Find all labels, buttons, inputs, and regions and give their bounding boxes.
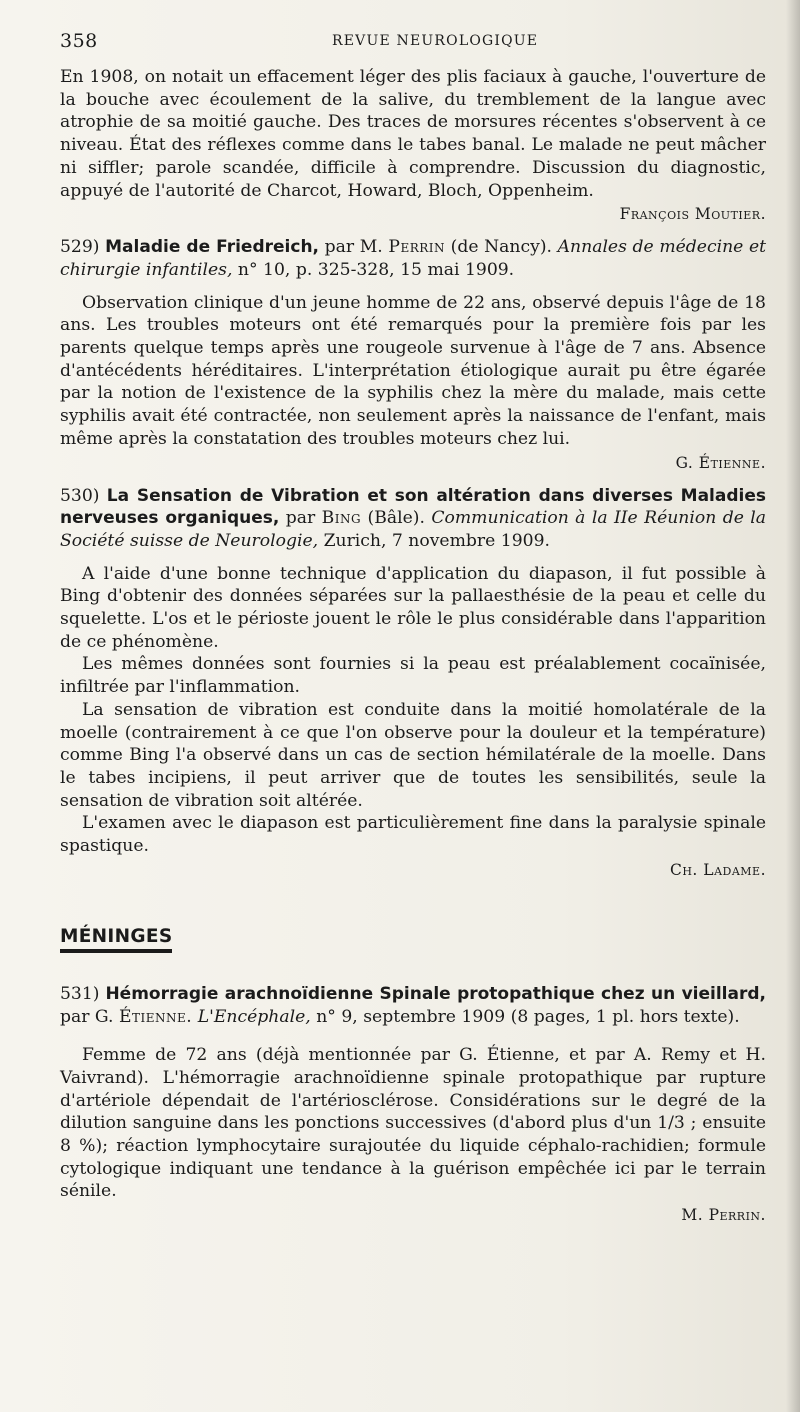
signature: G. Étienne. [675, 453, 766, 472]
entry-source-details: Zurich, 7 novembre 1909. [323, 530, 550, 551]
entry-title: Maladie de Friedreich, [105, 237, 319, 258]
entry-531-heading [60, 983, 766, 1028]
entry-author: Étienne. [118, 1006, 193, 1027]
page-edge-shadow [786, 0, 800, 1412]
entry-530-paragraph: A l'aide d'une bonne technique d'application du diapason, il fut possible à Bing d'obtenir des données séparées sur la pallaesthésie de la peau et celle du squelette. L'os et le périoste jouent le rôle le plus considérable dans l'apparition de ce phénomène. [60, 563, 766, 652]
entry-number: 531) [60, 983, 100, 1004]
running-title: REVUE NEUROLOGIQUE [332, 33, 539, 49]
entry-source: Communication à la IIe Réunion de la Société suisse de Neurologie, [60, 508, 767, 551]
page-content [60, 66, 766, 1227]
entry-source: Annales de médecine et chirurgie infantiles, [60, 237, 767, 280]
entry-530-paragraph: L'examen avec le diapason est particulièrement fine dans la paralysie spinale spastique. [60, 813, 766, 857]
signature: François Moutier. [619, 205, 766, 224]
entry-title: La Sensation de Vibration et son altération dans diverses Maladies nerveuses organiques, [60, 485, 766, 529]
continued-paragraph: En 1908, on notait un effacement léger des plis faciaux à gauche, l'ouverture de la bouche avec écoulement de la salive, du tremblement de la langue avec atrophie de sa moitié gauche. Des traces de morsures récentes s'observent à ce niveau. État des réflexes comme dans le tabes banal. Le malade ne peut mâcher ni siffler; parole scandée, difficile à comprendre. Discussion du diagnostic, appuyé de l'autorité de Charcot, Howard, Bloch, Oppenheim. [60, 67, 766, 201]
section-heading: MÉNINGES [60, 926, 172, 953]
entry-source-details: n° 10, p. 325-328, 15 mai 1909. [237, 259, 515, 280]
entry-title: Hémorragie arachnoïdienne Spinale protopathique chez un vieillard, [105, 983, 766, 1004]
entry-source: L'Encéphale, [197, 1006, 311, 1027]
entry-530-paragraph: Les mêmes données sont fournies si la peau est préalablement cocaïnisée, infiltrée par l'inflammation. [60, 654, 766, 698]
entry-author: Perrin [388, 237, 446, 258]
entry-author-place: (de Nancy). [450, 237, 553, 258]
entry-number: 529) [60, 237, 100, 258]
entry-529-heading [60, 236, 766, 281]
entry-530-paragraph: La sensation de vibration est conduite dans la moitié homolatérale de la moelle (contrairement à ce que l'on observe pour la douleur et la température) comme Bing l'a observé dans un cas de section hémilatérale de la moelle. Dans le tabes incipiens, il peut arriver que de toutes les sensibilités, seule la sensation de vibration soit altérée. [60, 699, 766, 811]
entry-author: Bing [321, 508, 362, 529]
entry-529-body: Observation clinique d'un jeune homme de 22 ans, observé depuis l'âge de 18 ans. Les troubles moteurs ont été remarqués pour la première fois par les parents quelque temps après une rougeole survenue à l'âge de 7 ans. Absence d'antécédents héréditaires. L'interprétation étiologique aurait pu être égarée par la notion de l'existence de la syphilis chez la mère du malade, mais cette syphilis avait été contractée, non seulement après la naissance de l'enfant, mais même après la constatation des troubles moteurs chez lui. [60, 292, 766, 449]
page-number: 358 [60, 30, 98, 52]
page-header [60, 30, 760, 56]
entry-by: par M. [324, 237, 383, 258]
entry-author-place: (Bâle). [367, 508, 425, 529]
entry-number: 530) [60, 485, 100, 506]
entry-by: par [285, 508, 316, 529]
entry-530-heading [60, 485, 766, 553]
entry-531-body: Femme de 72 ans (déjà mentionnée par G. Étienne, et par A. Remy et H. Vaivrand). L'hémorragie arachnoïdienne spinale protopathique par rupture d'artériole dépendait de l'artériosclérose. Considérations sur le degré de la dilution sanguine dans les ponctions successives (d'abord plus d'un 1/3 ; ensuite 8 %); réaction lymphocytaire surajoutée du liquide céphalo-rachidien; formule cytologique indiquant une tendance à la guérison empêchée ici par le terrain sénile. [60, 1045, 766, 1202]
signature: M. Perrin. [681, 1206, 766, 1225]
signature: Ch. Ladame. [669, 860, 766, 879]
section-heading-wrapper [60, 926, 766, 953]
entry-source-details: n° 9, septembre 1909 (8 pages, 1 pl. hors texte). [316, 1006, 740, 1027]
entry-by: par G. [60, 1006, 114, 1027]
